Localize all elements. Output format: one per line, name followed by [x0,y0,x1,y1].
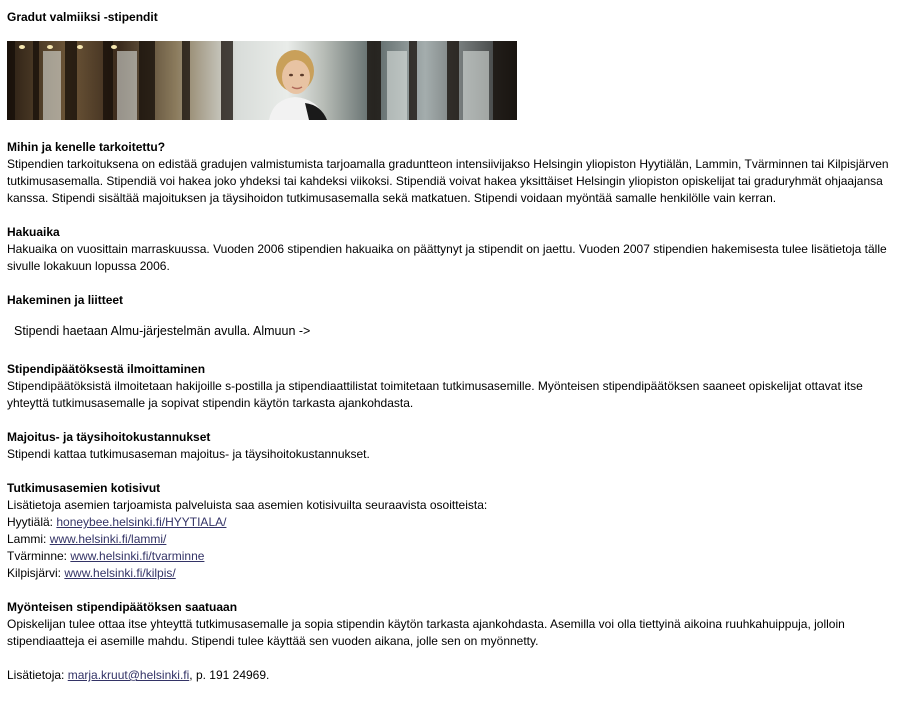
almu-link-text[interactable]: Stipendi haetaan Almu-järjestelmän avulla. Almuun -> [14,324,311,338]
section-costs [7,429,902,463]
section-text: Stipendi kattaa tutkimusaseman majoitus- ja täysihoitokustannukset. [7,447,370,461]
section-heading: Tutkimusasemien kotisivut [7,481,161,495]
section-text: Hakuaika on vuosittain marraskuussa. Vuoden 2006 stipendien hakuaika on päättynyt ja stipendit on jaettu. Vuoden 2007 stipendien hakemisesta tulee lisätietoja tälle sivulle lokakuun lopussa 2006. [7,242,887,273]
page-content [7,9,902,701]
section-heading: Hakuaika [7,225,60,239]
section-heading: Mihin ja kenelle tarkoitettu? [7,140,166,154]
station-link-lammi[interactable]: www.helsinki.fi/lammi/ [49,532,167,546]
section-text: Lisätietoja asemien tarjoamista palveluista saa asemien kotisivuilta seuraavista osoitteista: [7,498,488,512]
section-applying [7,292,902,340]
almu-link[interactable] [14,323,902,340]
section-text: Stipendien tarkoituksena on edistää gradujen valmistumista tarjoamalla graduntteon intensiivijakso Helsingin yliopiston Hyytiälän, Lammin, Tvärminnen tai Kilpisjärven tutkimusasemalla. Stipendiä voi hakea joko yhdeksi tai kahdeksi viikoksi. Stipendiä voivat hakea yksittäiset Helsingin yliopiston opiskelijat tai graduryhmät ohjaajansa kanssa. Stipendi sisältää majoituksen ja täysihoidon tutkimusasemalla sekä matkatuen. Stipendi voidaan myöntää samalle henkilölle vain kerran. [7,157,889,205]
contact-email-link[interactable]: marja.kruut@helsinki.fi [67,668,190,682]
station-link-kilpisjarvi[interactable]: www.helsinki.fi/kilpis/ [64,566,176,580]
station-label: Tvärminne: [7,549,68,563]
contact-phone: , p. 191 24969. [189,668,270,682]
section-heading: Stipendipäätöksestä ilmoittaminen [7,362,206,376]
section-text: Stipendipäätöksistä ilmoitetaan hakijoille s-postilla ja stipendiaattilistat toimitetaan tutkimusasemille. Myönteisen stipendipäätöksen saaneet opiskelijat ottavat itse yhteyttä tutkimusasemalle ja sopivat stipendin käytön tarkasta ajankohdasta. [7,379,863,410]
section-heading: Myönteisen stipendipäätöksen saatuaan [7,600,238,614]
station-row-lammi [7,531,902,548]
station-link-hyytiala[interactable]: honeybee.helsinki.fi/HYYTIALA/ [56,515,227,529]
section-heading: Majoitus- ja täysihoitokustannukset [7,430,211,444]
section-after [7,599,902,650]
station-row-hyytiala [7,514,902,531]
section-deadline [7,224,902,275]
station-label: Hyytiälä: [7,515,54,529]
page-title: Gradut valmiiksi -stipendit [7,10,158,24]
station-row-kilpisjarvi [7,565,902,582]
contact-label: Lisätietoja: [7,668,65,682]
section-text: Opiskelijan tulee ottaa itse yhteyttä tutkimusasemalle ja sopia stipendin käytön tarkasta ajankohdasta. Asemilla voi olla tiettyinä aikoina ruuhkahuippuja, jolloin stipendiaatteja ei asemille mahdu. Stipendi tulee käyttää sen vuoden aikana, jolle sen on myönnetty. [7,617,845,648]
station-label: Kilpisjärvi: [7,566,62,580]
person-photo [259,47,339,120]
station-row-tvarminne [7,548,902,565]
section-stations [7,480,902,582]
header-banner-image [7,41,517,120]
section-notification [7,361,902,412]
contact-line [7,667,902,684]
station-link-tvarminne[interactable]: www.helsinki.fi/tvarminne [70,549,205,563]
section-purpose [7,139,902,207]
section-heading: Hakeminen ja liitteet [7,293,124,307]
station-label: Lammi: [7,532,47,546]
